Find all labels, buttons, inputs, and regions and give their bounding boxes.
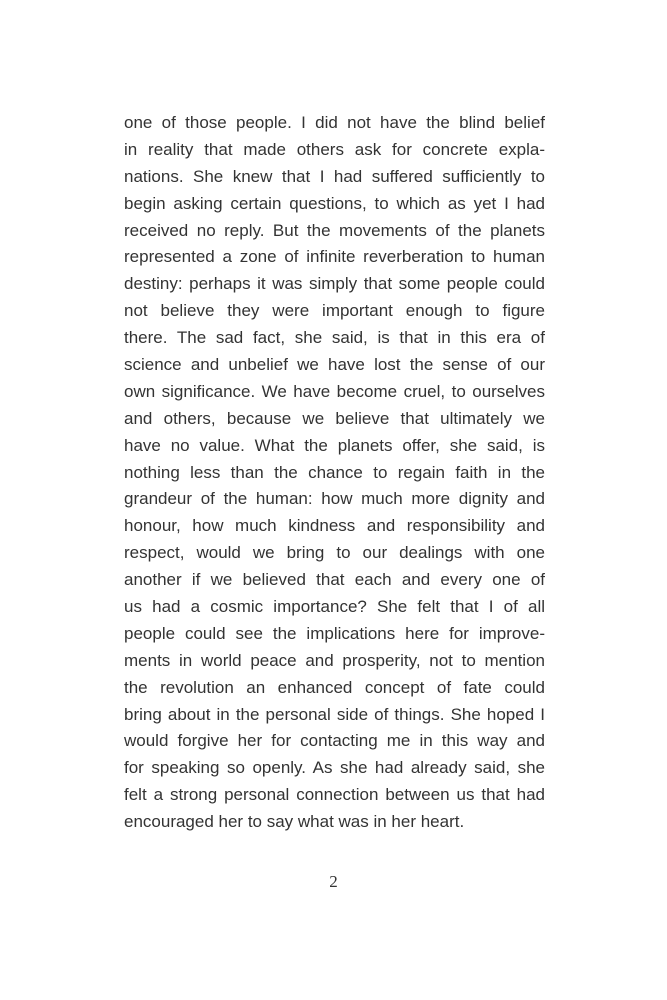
text-line: bring about in the personal side of things. She hoped I — [124, 704, 545, 724]
text-line: encouraged her to say what was in her heart. — [124, 812, 465, 832]
text-line: felt a strong personal connection between us that had — [124, 785, 545, 805]
text-line: nations. She knew that I had suffered sufficiently to — [124, 166, 545, 186]
text-line: grandeur of the human: how much more dignity and — [124, 489, 545, 509]
text-line: respect, would we bring to our dealings with one — [124, 543, 545, 563]
text-line: another if we believed that each and every one of — [124, 570, 545, 590]
text-line: the revolution an enhanced concept of fate could — [124, 677, 545, 697]
text-line: ments in world peace and prosperity, not to mention — [124, 650, 545, 670]
text-line: not believe they were important enough to figure — [124, 301, 545, 321]
text-line: honour, how much kindness and responsibility and — [124, 516, 545, 536]
body-text — [124, 110, 545, 836]
text-line: science and unbelief we have lost the sense of our — [124, 355, 545, 375]
text-line: have no value. What the planets offer, she said, is — [124, 435, 545, 455]
text-line: in reality that made others ask for concrete expla- — [124, 139, 545, 159]
text-line: us had a cosmic importance? She felt that I of all — [124, 597, 545, 617]
text-line: nothing less than the chance to regain faith in the — [124, 462, 545, 482]
text-line: and others, because we believe that ultimately we — [124, 408, 545, 428]
text-line: there. The sad fact, she said, is that in this era of — [124, 328, 545, 348]
text-line: people could see the implications here for improve- — [124, 623, 545, 643]
text-line: one of those people. I did not have the blind belief — [124, 113, 545, 132]
page-number: 2 — [329, 872, 338, 891]
text-line: begin asking certain questions, to which as yet I had — [124, 193, 545, 213]
text-line: own significance. We have become cruel, to ourselves — [124, 381, 545, 401]
text-line: represented a zone of infinite reverberation to human — [124, 247, 545, 267]
text-line: for speaking so openly. As she had already said, she — [124, 758, 545, 778]
text-line: would forgive her for contacting me in this way and — [124, 731, 545, 751]
text-line: destiny: perhaps it was simply that some people could — [124, 274, 545, 294]
text-line: received no reply. But the movements of the planets — [124, 220, 545, 240]
